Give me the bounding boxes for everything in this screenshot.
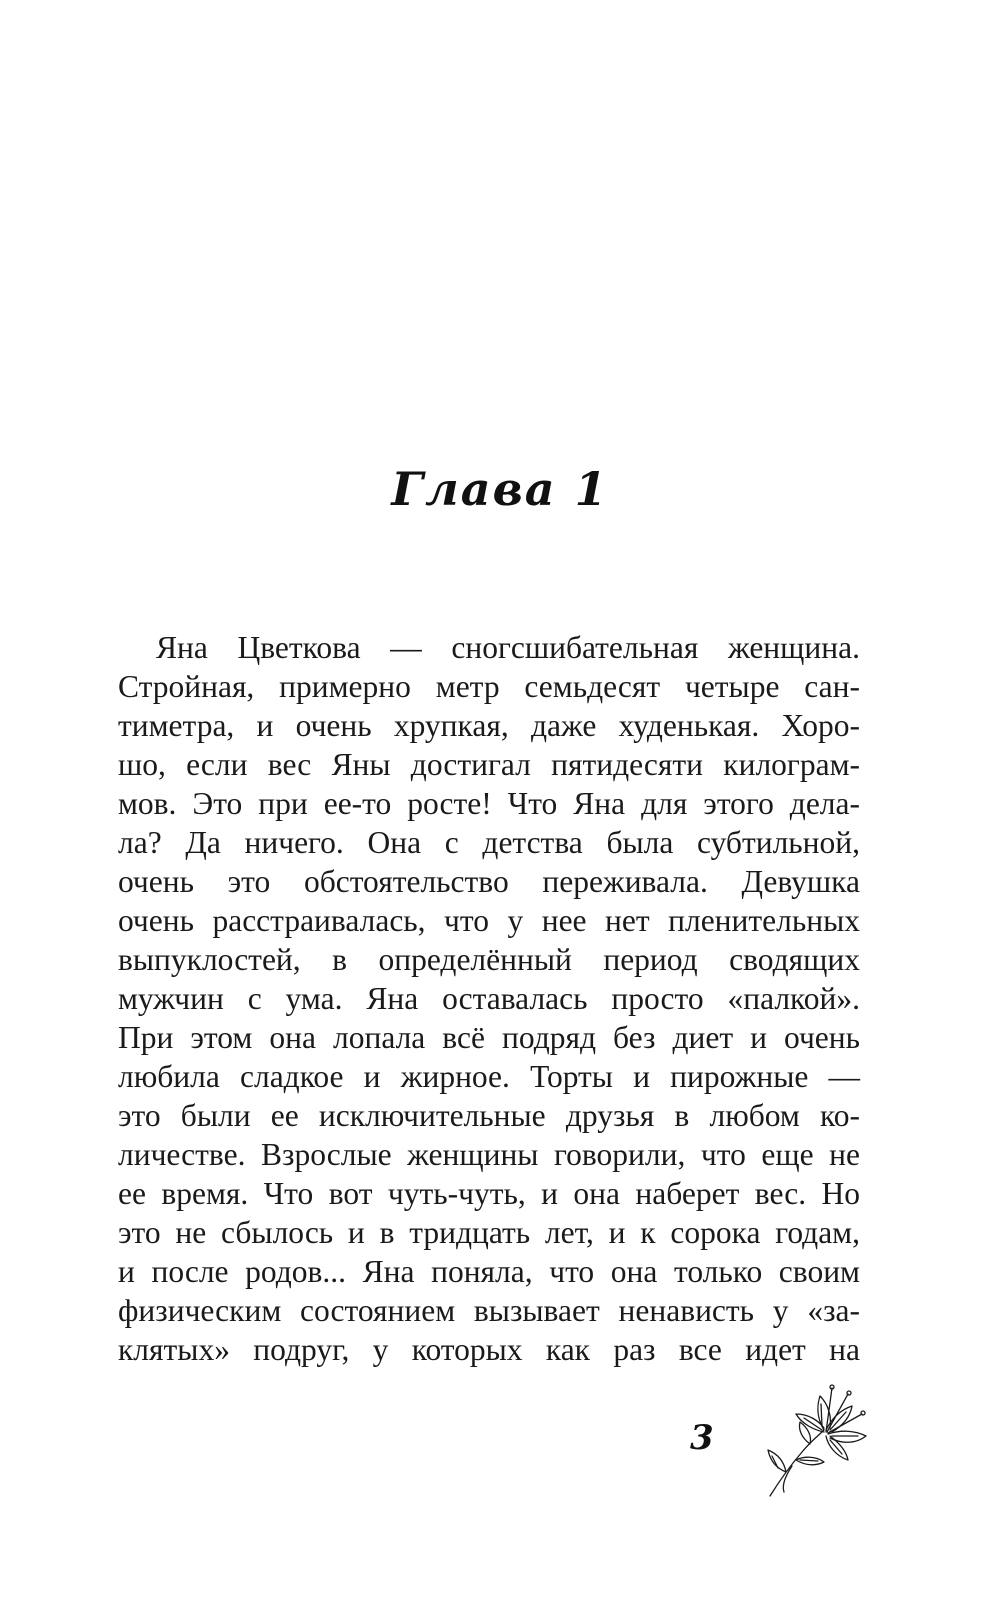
text-line: любила сладкое и жирное. Торты и пирожные — [118,1059,860,1094]
text-line: это не сбылось и в тридцать лет, и к сорока годам, [118,1215,860,1250]
text-line: выпуклостей, в определённый период сводящих [118,942,860,977]
text-line: это были ее исключительные друзья в любом ко- [118,1098,860,1133]
text-line: мужчин с ума. Яна оставалась просто «палкой». [118,981,860,1016]
text-line: Яна Цветкова — сногсшибательная женщина. [156,630,860,665]
text-line: ее время. Что вот чуть-чуть, и она наберет вес. Но [118,1176,860,1211]
text-line: При этом она лопала всё подряд без диет и очень [118,1020,860,1055]
chapter-title: Глава 1 [391,462,609,516]
lily-flower-icon [762,1380,882,1498]
text-line: физическим состоянием вызывает ненависть у «за- [118,1293,860,1328]
text-line: и после родов... Яна поняла, что она только своим [118,1254,860,1289]
page-number: 3 [690,1418,714,1458]
text-line: клятых» подруг, у которых как раз все идет на [118,1332,860,1367]
text-line: шо, если вес Яны достигал пятидесяти килограм- [118,747,860,782]
text-line: ла? Да ничего. Она с детства была субтильной, [118,825,860,860]
text-line: очень расстраивалась, что у нее нет пленительных [118,903,860,938]
text-line: мов. Это при ее-то росте! Что Яна для этого дела- [118,786,860,821]
text-line: очень это обстоятельство переживала. Девушка [118,864,860,899]
body-paragraph [118,628,860,1369]
text-line: личестве. Взрослые женщины говорили, что еще не [118,1137,860,1172]
text-line: тиметра, и очень хрупкая, даже худенькая. Хоро- [118,708,860,743]
text-line: Стройная, примерно метр семьдесят четыре сан- [118,669,860,704]
